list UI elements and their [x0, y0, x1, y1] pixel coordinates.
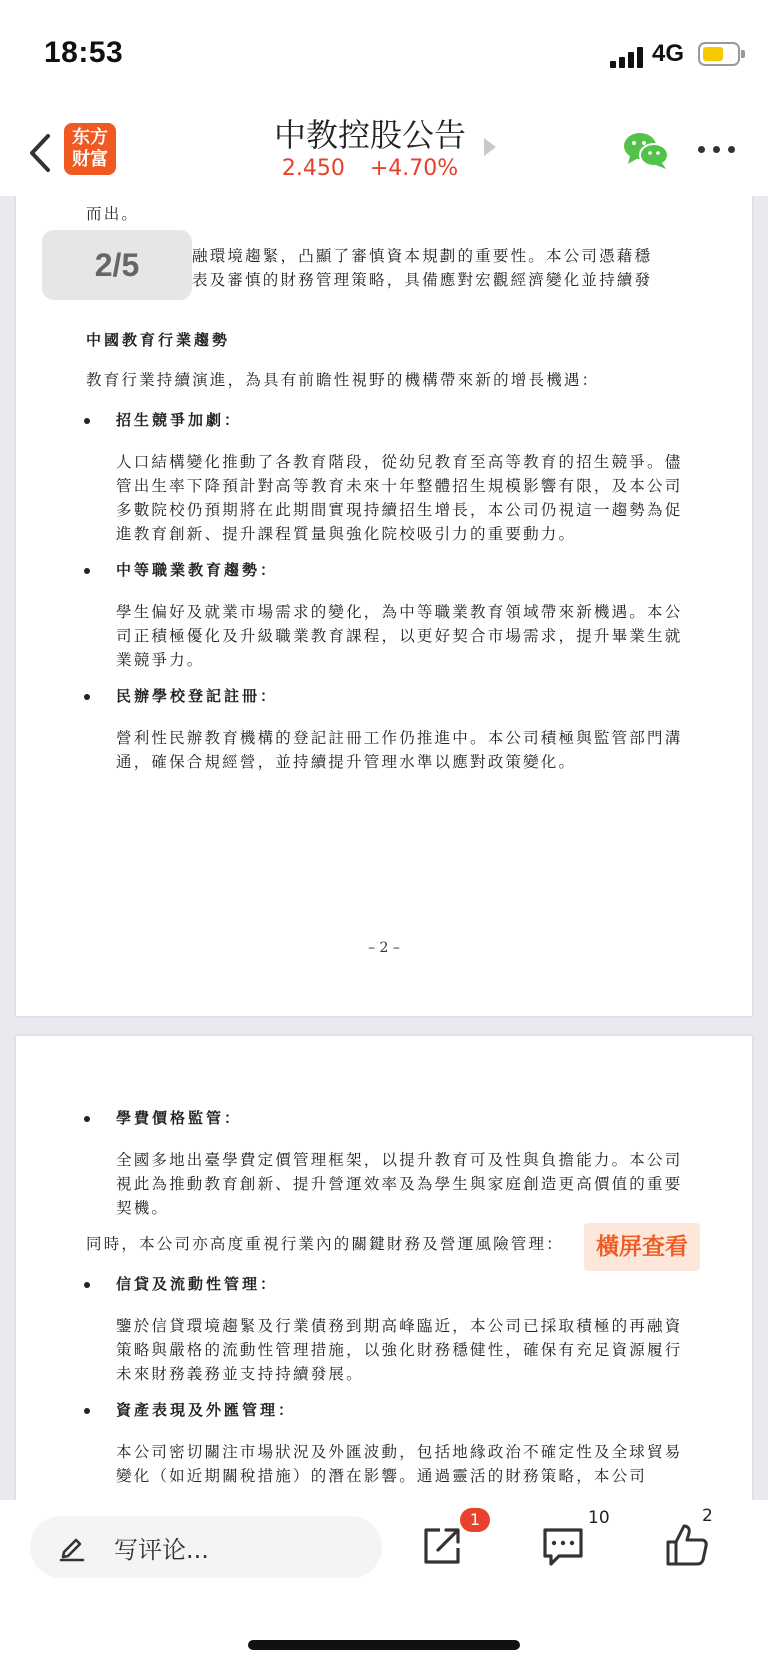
bullet-text: 人口結構變化推動了各教育階段，從幼兒教育至高等教育的招生競爭。儘管出生率下降預計對高等教育未來十年整體招生規模影響有限，及本公司多數院校仍預期將在此期間實現持續招生增長，本公司仍視這一趨勢為促進教育創新、提升課程質量與強化院校吸引力的重要動力。	[116, 453, 683, 543]
network-type: 4G	[652, 40, 685, 67]
bullet-title: 招生競爭加劇：	[116, 411, 243, 429]
bullet-title: 學費價格監管：	[116, 1109, 243, 1127]
more-icon[interactable]	[698, 144, 738, 156]
comment-count: 10	[588, 1508, 610, 1528]
home-indicator[interactable]	[248, 1640, 520, 1650]
pen-icon	[58, 1532, 86, 1562]
bullet-dot	[84, 694, 90, 700]
bullet-title: 民辦學校登記註冊：	[116, 687, 279, 705]
bullet-title: 中等職業教育趨勢：	[116, 561, 279, 579]
page-indicator: 2/5	[42, 230, 192, 300]
paragraph-text: 融環境趨緊，凸顯了審慎資本規劃的重要性。本公司憑藉穩	[192, 247, 653, 265]
stock-change: +4.70%	[369, 156, 459, 181]
page-title: 中教控股公告	[273, 116, 466, 154]
bullet-text: 學生偏好及就業市場需求的變化，為中等職業教育領域帶來新機遇。本公司正積極優化及升級職業教育課程，以更好契合市場需求，提升畢業生就業競爭力。	[116, 603, 683, 669]
nav-bar	[0, 110, 768, 196]
battery-icon	[698, 42, 740, 66]
share-badge: 1	[460, 1508, 490, 1532]
back-button[interactable]	[22, 128, 62, 178]
bullet-dot	[84, 418, 90, 424]
paragraph-text: 教育行業持續演進，為具有前瞻性視野的機構帶來新的增長機遇：	[86, 371, 600, 389]
document-viewer[interactable]	[0, 196, 768, 1500]
wechat-share-button[interactable]	[622, 130, 670, 170]
like-count: 2	[702, 1506, 713, 1526]
document-page	[16, 196, 752, 1016]
paragraph-text: 而出。	[86, 205, 140, 223]
bullet-text: 鑒於信貸環境趨緊及行業債務到期高峰臨近，本公司已採取積極的再融資策略與嚴格的流動性管理措施，以強化財務穩健性，確保有充足資源履行未來財務義務並支持持續發展。	[116, 1317, 683, 1383]
bullet-dot	[84, 568, 90, 574]
bullet-text: 本公司密切關注市場狀況及外匯波動，包括地緣政治不確定性及全球貿易變化（如近期關稅措施）的潛在影響。通過靈活的財務策略，本公司	[116, 1443, 683, 1485]
status-time: 18:53	[44, 36, 124, 69]
paragraph-text: 同時，本公司亦高度重視行業內的關鍵財務及營運風險管理：	[86, 1235, 564, 1253]
thumbs-up-icon[interactable]	[664, 1522, 710, 1568]
comment-icon[interactable]	[541, 1526, 585, 1568]
paragraph-text: 表及審慎的財務管理策略，具備應對宏觀經濟變化並持續發	[192, 271, 653, 289]
bullet-text: 營利性民辦教育機構的登記註冊工作仍推進中。本公司積極與監管部門溝通，確保合規經營，並持續提升管理水準以應對政策變化。	[116, 729, 683, 771]
quote-arrow-icon[interactable]	[484, 138, 496, 156]
bullet-text: 全國多地出臺學費定價管理框架，以提升教育可及性與負擔能力。本公司視此為推動教育創新、提升營運效率及為學生與家庭創造更高價值的重要契機。	[116, 1151, 683, 1217]
bottom-action-bar	[0, 1500, 768, 1663]
chevron-left-icon[interactable]	[22, 128, 62, 178]
wechat-icon[interactable]	[622, 130, 670, 170]
bullet-dot	[84, 1282, 90, 1288]
bullet-title: 信貸及流動性管理：	[116, 1275, 279, 1293]
landscape-view-button[interactable]: 橫屏查看	[584, 1223, 700, 1271]
stock-quote[interactable]	[220, 156, 520, 181]
section-heading: 中國教育行業趨勢	[86, 331, 231, 349]
comment-placeholder: 写评论...	[114, 1536, 209, 1564]
stock-price: 2.450	[281, 156, 345, 181]
eastmoney-logo: 东方 财富	[64, 123, 116, 175]
bullet-dot	[84, 1116, 90, 1122]
comment-input[interactable]	[30, 1516, 382, 1578]
bullet-title: 資產表現及外匯管理：	[116, 1401, 297, 1419]
page-number: – 2 –	[368, 940, 400, 956]
signal-icon	[610, 46, 644, 68]
share-icon[interactable]	[420, 1524, 464, 1568]
status-bar	[0, 0, 768, 110]
bullet-dot	[84, 1408, 90, 1414]
